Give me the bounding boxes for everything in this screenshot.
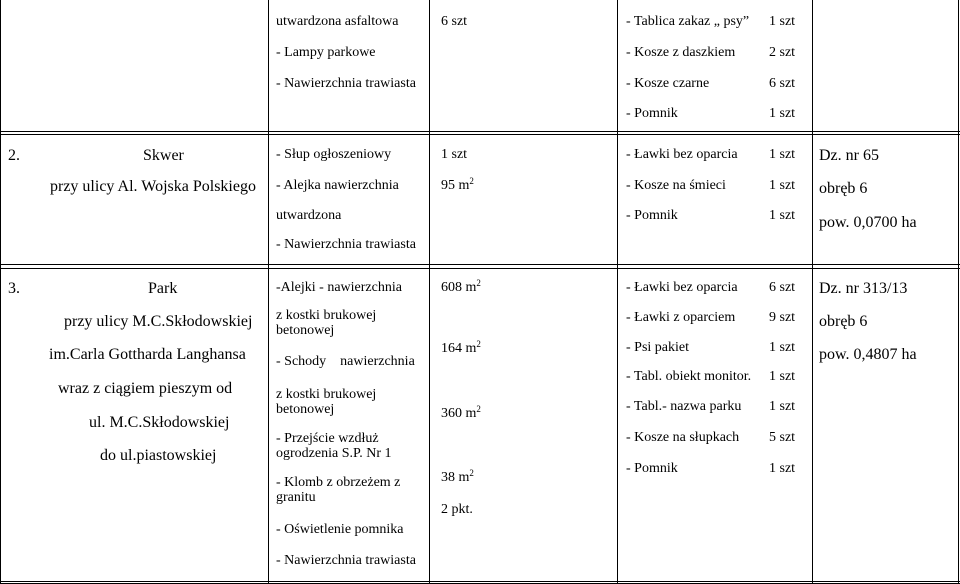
row-divider-1b (0, 134, 960, 135)
top-c4-0: 6 szt (441, 14, 468, 29)
row2-c7-1: obręb 6 (819, 180, 868, 197)
row3-c6-1: 9 szt (769, 310, 796, 325)
row3-c3-3: z kostki brukowej betonowej (276, 387, 377, 417)
row3-c6-6: 1 szt (769, 461, 796, 476)
row3-c3-4: - Przejście wzdłuż ogrodzenia S.P. Nr 1 (276, 431, 392, 461)
row3-c5-2: - Psi pakiet (626, 340, 689, 355)
row-divider-1 (0, 131, 960, 132)
row2-name-1: przy ulicy Al. Wojska Polskiego (50, 178, 256, 195)
row3-area-3-exp: 2 (476, 404, 481, 414)
row3-c4-3 (441, 470, 474, 486)
top-c5-2: - Kosze czarne (626, 76, 710, 91)
col-divider-3 (429, 0, 430, 584)
row2-c6-0: 1 szt (769, 147, 796, 162)
col-divider-4 (617, 0, 618, 584)
row3-c5-4: - Tabl.- nazwa parku (626, 399, 742, 414)
top-c3-2: - Nawierzchnia trawiasta (276, 76, 416, 91)
row3-c3-2: - Schody nawierzchnia (276, 354, 415, 369)
row2-c3-0: - Słup ogłoszeniowy (276, 147, 392, 162)
row3-c6-5: 5 szt (769, 430, 796, 445)
row3-area-4-exp: 2 (469, 468, 474, 478)
top-c5-1: - Kosze z daszkiem (626, 45, 736, 60)
row3-c7-0: Dz. nr 313/13 (819, 280, 908, 297)
border-right (958, 0, 959, 584)
row3-name-3: wraz z ciągiem pieszym od (58, 380, 233, 397)
row3-name-4: ul. M.C.Skłodowskiej (89, 414, 230, 431)
row2-c4-0: 1 szt (441, 147, 468, 162)
row3-name-2: im.Carla Gottharda Langhansa (49, 346, 246, 363)
top-c5-3: - Pomnik (626, 106, 678, 121)
row3-c3-5: - Klomb z obrzeżem z granitu (276, 475, 401, 505)
row3-name-5: do ul.piastowskiej (100, 447, 217, 464)
row3-area-2-exp: 2 (476, 339, 481, 349)
row2-name-0: Skwer (143, 147, 184, 164)
row2-number: 2. (8, 147, 20, 164)
row3-c3-7: - Nawierzchnia trawiasta (276, 553, 416, 568)
row3-c6-3: 1 szt (769, 369, 796, 384)
row3-area-3: 360 m (441, 406, 477, 421)
row3-area-4: 38 m (441, 470, 470, 485)
row2-area-exp: 2 (469, 176, 474, 186)
row2-c5-0: - Ławki bez oparcia (626, 147, 738, 162)
top-c3-0: utwardzona asfaltowa (276, 14, 399, 29)
row3-c3-0: -Alejki - nawierzchnia (276, 280, 402, 295)
row3-c4-1 (441, 341, 481, 357)
row3-c3-6: - Oświetlenie pomnika (276, 522, 404, 537)
border-left (0, 0, 1, 584)
row3-c7-2: pow. 0,4807 ha (819, 346, 917, 363)
row3-number: 3. (8, 280, 20, 297)
top-c3-1: - Lampy parkowe (276, 45, 376, 60)
row2-c5-2: - Pomnik (626, 208, 678, 223)
row2-area: 95 m (441, 178, 470, 193)
row3-name-0: Park (148, 280, 178, 297)
row2-c3-3: - Nawierzchnia trawiasta (276, 237, 416, 252)
row3-c5-6: - Pomnik (626, 461, 678, 476)
row2-c4-1 (441, 178, 474, 194)
row3-area-2: 164 m (441, 341, 477, 356)
row3-c6-4: 1 szt (769, 399, 796, 414)
row2-c3-2: utwardzona (276, 208, 342, 223)
row3-c4-4: 2 pkt. (441, 502, 473, 517)
top-c6-0: 1 szt (769, 14, 796, 29)
table-bottom (0, 581, 960, 582)
top-c6-2: 6 szt (769, 76, 796, 91)
row3-c7-1: obręb 6 (819, 313, 868, 330)
row2-c3-1: - Alejka nawierzchnia (276, 178, 399, 193)
row2-c7-2: pow. 0,0700 ha (819, 214, 917, 231)
row2-c7-0: Dz. nr 65 (819, 147, 879, 164)
row3-area-1-exp: 2 (476, 278, 481, 288)
row3-c4-0 (441, 280, 481, 296)
top-c5-0: - Tablica zakaz „ psy” (626, 14, 750, 29)
row3-c6-2: 1 szt (769, 340, 796, 355)
top-c6-3: 1 szt (769, 106, 796, 121)
row2-c6-1: 1 szt (769, 178, 796, 193)
col-divider-2 (268, 0, 269, 584)
row3-c6-0: 6 szt (769, 280, 796, 295)
col-divider-5 (812, 0, 813, 584)
top-c6-1: 2 szt (769, 45, 796, 60)
row3-c5-0: - Ławki bez oparcia (626, 280, 738, 295)
row3-c5-3: - Tabl. obiekt monitor. (626, 369, 752, 384)
row3-name-1: przy ulicy M.C.Skłodowskiej (64, 313, 253, 330)
row3-c5-5: - Kosze na słupkach (626, 430, 740, 445)
row3-c5-1: - Ławki z oparciem (626, 310, 736, 325)
row-divider-2b (0, 268, 960, 269)
row3-area-1: 608 m (441, 280, 477, 295)
row3-c4-2 (441, 406, 481, 422)
row2-c6-2: 1 szt (769, 208, 796, 223)
row-divider-2 (0, 264, 960, 265)
row2-c5-1: - Kosze na śmieci (626, 178, 726, 193)
row3-c3-1: z kostki brukowej betonowej (276, 308, 377, 338)
